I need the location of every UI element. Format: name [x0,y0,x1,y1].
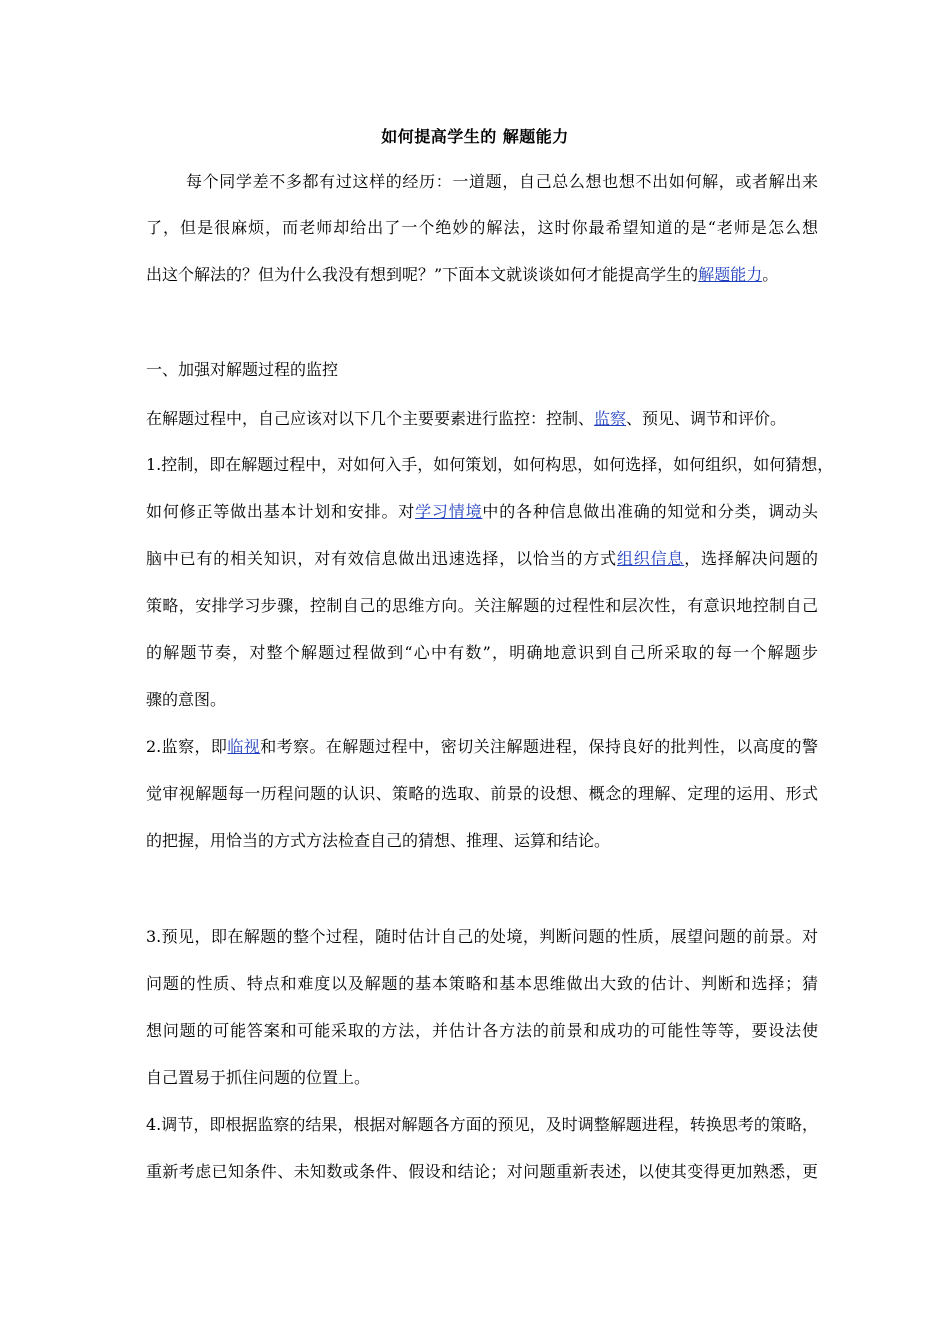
item1-line-3-text: 脑中已有的相关知识，对有效信息做出迅速选择，以恰当的方式 [146,549,617,568]
item1-line-4: 策略，安排学习步骤，控制自己的思维方向。关注解题的过程性和层次性，有意识地控制自己 [146,596,818,615]
document-title: 如何提高学生的 解题能力 [381,127,569,146]
item1-line-1: 1.控制，即在解题过程中，对如何入手，如何策划，如何构思，如何选择，如何组织，如何猜想， [146,455,834,474]
section-lead [146,408,818,430]
item1-line-5: 的解题节奏，对整个解题过程做到“心中有数”，明确地意识到自己所采取的每一个解题步 [146,643,818,662]
intro-line-3-text: 出这个解法的？但为什么我没有想到呢？”下面本文就谈谈如何才能提高学生的 [146,265,699,284]
item1-line-2-end: 中的各种信息做出准确的知觉和分类，调动头 [482,502,818,521]
link-linshi[interactable]: 临视 [227,737,261,756]
item1-line-2 [146,501,818,523]
link-zuzhi-xinxi[interactable]: 组织信息 [616,549,685,568]
intro-line-2: 了，但是很麻烦，而老师却给出了一个绝妙的解法，这时你最希望知道的是“老师是怎么想 [146,218,818,237]
item2-line-3: 的把握，用恰当的方式方法检查自己的猜想、推理、运算和结论。 [146,831,611,850]
item1-line-2-text: 如何修正等做出基本计划和安排。对 [146,502,416,521]
item3-line-2: 问题的性质、特点和难度以及解题的基本策略和基本思维做出大致的估计、判断和选择；猜 [146,974,818,993]
intro-line-1: 每个同学差不多都有过这样的经历：一道题，自己总么想也想不出如何解，或者解出来 [186,172,818,191]
link-jiancha[interactable]: 监察 [594,409,627,428]
item2-line-1-text: 2.监察，即 [146,737,228,756]
item3-line-1: 3.预见，即在解题的整个过程，随时估计自己的处境，判断问题的性质，展望问题的前景。对 [146,927,818,946]
intro-line-3-end: 。 [762,265,779,284]
link-xuexi-qingjing[interactable]: 学习情境 [415,502,483,521]
item4-line-2: 重新考虑已知条件、未知数或条件、假设和结论；对问题重新表述，以使其变得更加熟悉，更 [146,1162,818,1181]
item4-line-1: 4.调节，即根据监察的结果，根据对解题各方面的预见，及时调整解题进程，转换思考的策略， [146,1115,818,1134]
intro-line-3 [146,264,818,286]
item1-line-3-end: ，选择解决问题的 [684,549,818,568]
item2-line-2: 觉审视解题每一历程问题的认识、策略的选取、前景的设想、概念的理解、定理的运用、形式 [146,784,818,803]
item2-line-1-end: 和考察。在解题过程中，密切关注解题进程，保持良好的批判性，以高度的警 [260,737,818,756]
item2-line-1 [146,736,818,758]
item3-line-3: 想问题的可能答案和可能采取的方法，并估计各方法的前景和成功的可能性等等，要设法使 [146,1021,818,1040]
section-heading: 一、加强对解题过程的监控 [146,360,339,379]
item3-line-4: 自己置易于抓住问题的位置上。 [146,1068,371,1087]
link-jieti-nengli[interactable]: 解题能力 [698,265,763,284]
section-lead-text: 在解题过程中，自己应该对以下几个主要要素进行监控：控制、 [146,409,595,428]
item1-line-6: 骤的意图。 [146,690,227,709]
item1-line-3 [146,548,818,570]
section-lead-end: 、预见、调节和评价。 [626,409,787,428]
